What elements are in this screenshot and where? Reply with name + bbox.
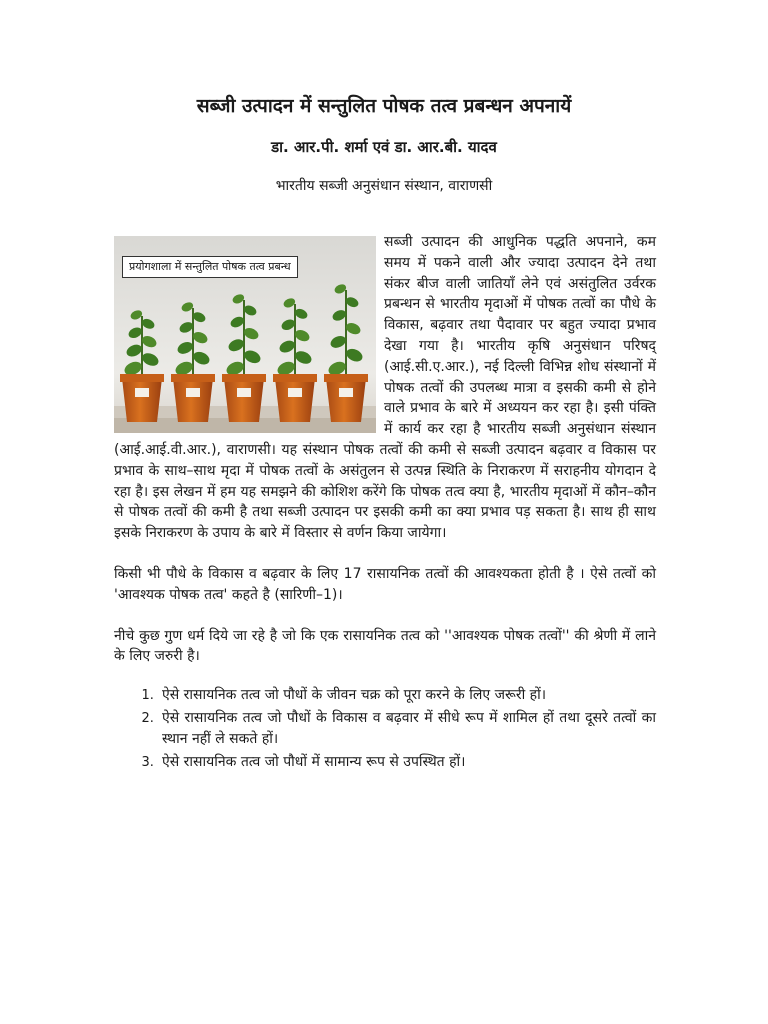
authors-line: डा. आर.पी. शर्मा एवं डा. आर.बी. यादव: [271, 138, 497, 156]
lab-photo-figure: [114, 236, 376, 433]
article-body: [114, 232, 656, 774]
criteria-intro-paragraph: नीचे कुछ गुण धर्म दिये जा रहे है जो कि एक रासायनिक तत्व को ''आवश्यक पोषक तत्वों'' की श्रेणी में लाने के लिए जरुरी है।: [114, 627, 656, 665]
criteria-list: [114, 685, 656, 772]
intro-text: सब्जी उत्पादन की आधुनिक पद्धति अपनाने, कम समय में पकने वाली और ज्यादा उत्पादन देने तथा संकर बीज वाली जातियाँ लेने एवं असंतुलित उर्वरक प्रबन्धन से भारतीय मृदाओं में पोषक तत्वों का पौधे के विकास, बढ़वार तथा पैदावार पर बहुत ज्यादा प्रभाव देखा गया है। भारतीय कृषि अनुसंधान परिषद् (आई.सी.ए.आर.), नई दिल्ली विभिन्न शोध संस्थानों में पोषक तत्वों की उपलब्ध मात्रा व इसकी कमी से होने वाले प्रभाव के बारे में अध्ययन कर रहा है। इसी पंक्ति में कार्य कर रहा है भारतीय सब्जी अनुसंधान संस्थान (आई.आई.वी.आर.), वाराणसी। यह संस्थान पोषक तत्वों की कमी से सब्जी उत्पादन बढ़वार व विकास पर प्रभाव के साथ–साथ मृदा में पोषक तत्वों के असंतुलन से उत्पन्न स्थिति के निराकरण में सराहनीय योगदान दे रहा है। इस लेखन में हम यह समझने की कोशिश करेंगे कि पोषक तत्व क्या है, भारतीय मृदाओं में कौन–कौन से पोषक तत्वों की कमी है तथा सब्जी उत्पादन पर इसकी कमी का क्या प्रभाव पड़ सकता है। साथ ही साथ इसके निराकरण के उपाय के बारे में विस्तार से वर्णन किया जायेगा।: [114, 234, 656, 542]
figure-caption: प्रयोगशाला में सन्तुलित पोषक तत्व प्रबन्ध: [122, 256, 298, 278]
page-title: सब्जी उत्पादन में सन्तुलित पोषक तत्व प्रबन्धन अपनायें: [196, 95, 572, 117]
essential-nutrients-paragraph: किसी भी पौधे के विकास व बढ़वार के लिए 17 रासायनिक तत्वों की आवश्यकता होती है । ऐसे तत्वों को 'आवश्यक पोषक तत्व' कहते है (सारिणी–1)।: [114, 565, 656, 603]
intro-paragraph: [114, 232, 656, 544]
criteria-item: 3. ऐसे रासायनिक तत्व जो पौधों में सामान्य रूप से उपस्थित हों।: [158, 752, 656, 773]
criteria-item: 1. ऐसे रासायनिक तत्व जो पौधों के जीवन चक्र को पूरा करने के लिए जरूरी हों।: [158, 685, 656, 706]
criteria-item: 2. ऐसे रासायनिक तत्व जो पौधों के विकास व बढ़वार में सीधे रूप में शामिल हों तथा दूसरे तत्वों का स्थान नहीं ले सकते हों।: [158, 708, 656, 750]
affiliation-line: भारतीय सब्जी अनुसंधान संस्थान, वाराणसी: [275, 178, 493, 194]
